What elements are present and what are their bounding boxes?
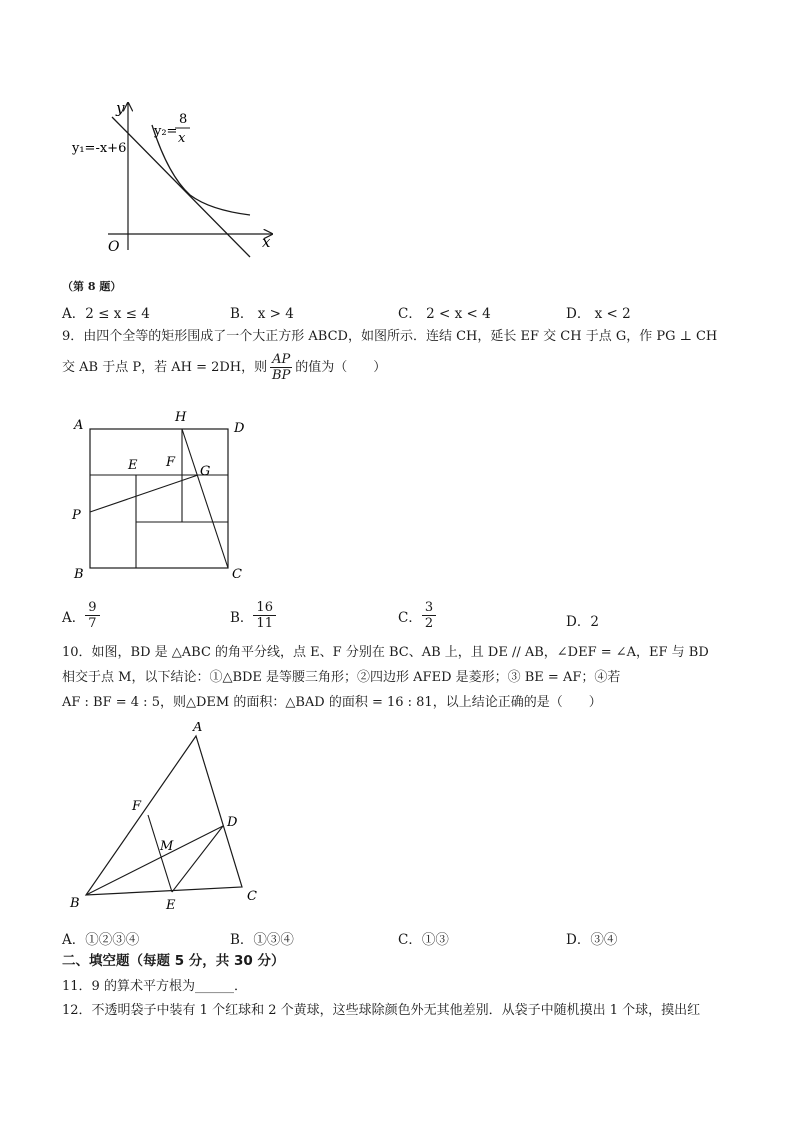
segment-de	[172, 826, 223, 892]
q9-option-a-frac	[85, 600, 99, 631]
label-F: F	[132, 799, 142, 814]
label-A: A	[74, 418, 84, 433]
q9-option-b-num: 16	[253, 600, 276, 616]
q9-option-b-den: 11	[256, 616, 273, 631]
q8-caption: （第 8 题）	[62, 280, 122, 293]
label-C: C	[232, 567, 242, 582]
q9-option-c[interactable]	[398, 600, 436, 631]
q10-option-b[interactable]: B．①③④	[230, 932, 294, 948]
label-F: F	[166, 455, 176, 470]
q9-fraction	[270, 352, 292, 383]
q9-option-c-den: 2	[424, 616, 434, 631]
hyperbola-label: y₂=	[154, 124, 178, 139]
label-M: M	[160, 839, 174, 854]
q9-option-d[interactable]: D．2	[566, 614, 599, 630]
q8-option-c[interactable]: C． 2 < x < 4	[398, 306, 491, 322]
q9-text-line2	[62, 352, 386, 383]
q12-text: 12．不透明袋子中装有 1 个红球和 2 个黄球，这些球除颜色外无其他差别．从袋子中随机摸出 1 个球，摸出红	[62, 1003, 701, 1018]
square-abcd	[90, 429, 228, 568]
q9-option-c-frac	[422, 600, 436, 631]
q10-text-line3: AF : BF = 4 : 5，则△DEM 的面积：△BAD 的面积 = 16 : 81，以上结论正确的是（ ）	[62, 695, 602, 710]
label-A: A	[193, 722, 203, 735]
q9-option-c-label: C．	[398, 609, 422, 626]
y-axis-label: y	[116, 99, 125, 117]
label-D: D	[227, 815, 238, 830]
q9-option-c-num: 3	[422, 600, 436, 616]
line-equation-label: y₁=-x+6	[72, 141, 127, 156]
q8-option-b[interactable]: B． x > 4	[230, 306, 294, 322]
label-C: C	[247, 889, 257, 904]
q9-line2-pre: 交 AB 于点 P，若 AH = 2DH，则	[62, 359, 268, 375]
q11-text: 11．9 的算术平方根为______．	[62, 979, 247, 994]
x-axis-label: x	[262, 233, 271, 251]
origin-label: O	[108, 239, 120, 255]
label-P: P	[72, 508, 81, 523]
q10-option-c[interactable]: C．①③	[398, 932, 449, 948]
q9-line2-post: 的值为（ ）	[295, 359, 387, 375]
q10-option-d[interactable]: D．③④	[566, 932, 618, 948]
label-E: E	[128, 458, 138, 473]
label-H: H	[175, 410, 187, 425]
q10-option-a[interactable]: A．①②③④	[62, 932, 140, 948]
q9-option-b-frac	[253, 600, 276, 631]
q9-option-a-num: 9	[85, 600, 99, 616]
hyperbola-numerator: 8	[179, 112, 188, 127]
q9-text-line1: 9．由四个全等的矩形围成了一个大正方形 ABCD，如图所示．连结 CH，延长 EF 交 CH 于点 G，作 PG ⊥ CH	[62, 329, 718, 344]
q9-option-b-label: B．	[230, 609, 254, 626]
q10-text-line2: 相交于点 M，以下结论：①△BDE 是等腰三角形；②四边形 AFED 是菱形；③ BE = AF；④若	[62, 670, 621, 685]
q10-figure	[62, 722, 282, 917]
q8-option-d[interactable]: D． x < 2	[566, 306, 631, 322]
section-2-heading: 二、填空题（每题 5 分，共 30 分）	[62, 953, 285, 969]
q9-figure	[66, 405, 266, 585]
q8-option-a[interactable]: A．2 ≤ x ≤ 4	[62, 306, 150, 322]
q9-option-b[interactable]	[230, 600, 276, 631]
q9-frac-den: BP	[272, 368, 291, 383]
q9-option-a-den: 7	[88, 616, 97, 631]
segment-ch	[182, 429, 228, 568]
label-B: B	[70, 896, 80, 911]
q9-option-a-label: A．	[62, 609, 86, 626]
label-D: D	[234, 421, 245, 436]
label-G: G	[200, 464, 211, 479]
q8-graph	[60, 95, 290, 265]
q9-option-a[interactable]	[62, 600, 100, 631]
triangle-abc	[86, 736, 242, 895]
hyperbola-denominator: x	[178, 131, 186, 146]
q10-text-line1: 10．如图，BD 是 △ABC 的角平分线，点 E、F 分别在 BC、AB 上，且 DE // AB，∠DEF = ∠A，EF 与 BD	[62, 645, 709, 660]
q9-frac-num: AP	[272, 352, 291, 367]
label-B: B	[74, 567, 84, 582]
label-E: E	[166, 898, 176, 913]
